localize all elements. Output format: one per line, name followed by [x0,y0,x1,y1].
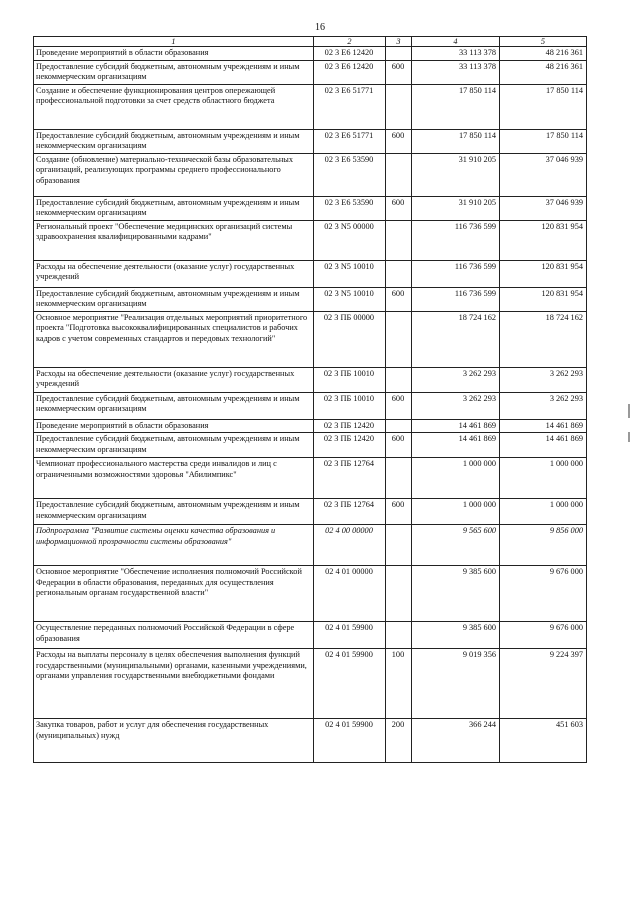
row-value-year-1: 9 019 356 [412,649,500,719]
column-number: 3 [386,37,412,47]
row-expense-type: 600 [386,499,412,525]
row-value-year-2: 9 676 000 [500,622,587,649]
row-name: Предоставление субсидий бюджетным, автономным учреждениям и иным некоммерческим организациям [34,433,314,458]
row-value-year-2: 120 831 954 [500,220,587,260]
table-row [34,719,587,763]
row-name: Проведение мероприятий в области образования [34,419,314,433]
row-code: 02 4 01 59900 [314,719,386,763]
table-row [34,649,587,719]
row-value-year-2: 37 046 939 [500,153,587,196]
column-number: 4 [412,37,500,47]
row-expense-type [386,311,412,367]
row-value-year-1: 18 724 162 [412,311,500,367]
table-row [34,60,587,84]
row-value-year-1: 31 910 205 [412,196,500,220]
budget-table [33,36,587,763]
row-code: 02 3 E6 12420 [314,60,386,84]
row-code: 02 4 01 59900 [314,649,386,719]
row-code: 02 3 ПБ 10010 [314,392,386,419]
table-row [34,84,587,129]
row-value-year-1: 14 461 869 [412,419,500,433]
row-expense-type [386,419,412,433]
table-row [34,566,587,622]
row-expense-type: 600 [386,196,412,220]
table-row [34,47,587,61]
row-code: 02 3 ПБ 12420 [314,433,386,458]
row-name: Создание (обновление) материально-технической базы образовательных организаций, реализующих программы среднего профессионального образования [34,153,314,196]
row-value-year-1: 14 461 869 [412,433,500,458]
row-value-year-2: 18 724 162 [500,311,587,367]
row-value-year-1: 3 262 293 [412,392,500,419]
table-row [34,260,587,287]
row-expense-type: 600 [386,60,412,84]
row-code: 02 4 01 59900 [314,622,386,649]
row-code: 02 4 01 00000 [314,566,386,622]
row-value-year-1: 366 244 [412,719,500,763]
row-value-year-2: 120 831 954 [500,287,587,311]
row-code: 02 3 ПБ 10010 [314,367,386,392]
table-row [34,129,587,153]
table-row [34,287,587,311]
row-value-year-2: 451 603 [500,719,587,763]
row-value-year-1: 116 736 599 [412,220,500,260]
row-value-year-2: 48 216 361 [500,47,587,61]
row-code: 02 3 E6 51771 [314,84,386,129]
row-name: Чемпионат профессионального мастерства среди инвалидов и лиц с ограниченными возможностями здоровья "Абилимпикс" [34,458,314,499]
table-row [34,433,587,458]
row-code: 02 3 N5 10010 [314,287,386,311]
row-name: Основное мероприятие "Реализация отдельных мероприятий приоритетного проекта "Подготовка высококвалифицированных специалистов и рабочих кадров с учетом современных стандартов и передовых технологий" [34,311,314,367]
row-name: Подпрограмма "Развитие системы оценки качества образования и информационной прозрачности системы образования" [34,525,314,566]
row-code: 02 3 E6 12420 [314,47,386,61]
row-value-year-2: 48 216 361 [500,60,587,84]
table-row [34,196,587,220]
row-value-year-1: 1 000 000 [412,499,500,525]
row-expense-type: 200 [386,719,412,763]
row-name: Основное мероприятие "Обеспечение исполнения полномочий Российской Федерации в области образования, переданных для осуществления региональным органам государственной власти" [34,566,314,622]
row-value-year-2: 120 831 954 [500,260,587,287]
row-value-year-2: 17 850 114 [500,129,587,153]
column-number-row [34,37,587,47]
row-value-year-1: 9 565 600 [412,525,500,566]
column-number: 1 [34,37,314,47]
column-number: 5 [500,37,587,47]
row-expense-type: 600 [386,433,412,458]
row-value-year-2: 9 856 000 [500,525,587,566]
table-row [34,153,587,196]
row-expense-type [386,622,412,649]
row-name: Предоставление субсидий бюджетным, автономным учреждениям и иным некоммерческим организациям [34,196,314,220]
row-name: Расходы на обеспечение деятельности (оказание услуг) государственных учреждений [34,367,314,392]
row-name: Расходы на обеспечение деятельности (оказание услуг) государственных учреждений [34,260,314,287]
page-number: 16 [315,22,325,33]
row-name: Расходы на выплаты персоналу в целях обеспечения выполнения функций государственными (муниципальными) органами, казенными учреждениями, органами управления государственными внебюджетными фондами [34,649,314,719]
row-expense-type: 600 [386,287,412,311]
row-name: Предоставление субсидий бюджетным, автономным учреждениям и иным некоммерческим организациям [34,392,314,419]
table-row [34,419,587,433]
row-name: Предоставление субсидий бюджетным, автономным учреждениям и иным некоммерческим организациям [34,60,314,84]
row-value-year-1: 33 113 378 [412,60,500,84]
row-name: Создание и обеспечение функционирования центров опережающей профессиональной подготовки за счет средств областного бюджета [34,84,314,129]
row-value-year-1: 1 000 000 [412,458,500,499]
table-row [34,525,587,566]
row-code: 02 3 ПБ 12764 [314,499,386,525]
row-code: 02 3 ПБ 00000 [314,311,386,367]
row-name: Предоставление субсидий бюджетным, автономным учреждениям и иным некоммерческим организациям [34,287,314,311]
row-expense-type [386,367,412,392]
row-expense-type: 100 [386,649,412,719]
row-name: Закупка товаров, работ и услуг для обеспечения государственных (муниципальных) нужд [34,719,314,763]
row-code: 02 3 N5 10010 [314,260,386,287]
row-code: 02 3 ПБ 12764 [314,458,386,499]
row-name: Проведение мероприятий в области образования [34,47,314,61]
row-name: Предоставление субсидий бюджетным, автономным учреждениям и иным некоммерческим организациям [34,129,314,153]
row-code: 02 4 00 00000 [314,525,386,566]
row-value-year-1: 116 736 599 [412,287,500,311]
row-expense-type [386,525,412,566]
row-value-year-2: 9 676 000 [500,566,587,622]
table-row [34,622,587,649]
table-row [34,499,587,525]
row-value-year-1: 31 910 205 [412,153,500,196]
row-value-year-2: 3 262 293 [500,367,587,392]
row-expense-type: 600 [386,392,412,419]
row-code: 02 3 E6 51771 [314,129,386,153]
row-code: 02 3 N5 00000 [314,220,386,260]
row-code: 02 3 ПБ 12420 [314,419,386,433]
table-row [34,392,587,419]
row-value-year-1: 33 113 378 [412,47,500,61]
row-value-year-1: 3 262 293 [412,367,500,392]
row-value-year-1: 9 385 600 [412,566,500,622]
row-value-year-2: 17 850 114 [500,84,587,129]
table-row [34,367,587,392]
row-value-year-2: 9 224 397 [500,649,587,719]
row-expense-type [386,458,412,499]
row-value-year-1: 17 850 114 [412,84,500,129]
row-code: 02 3 E6 53590 [314,196,386,220]
row-value-year-2: 14 461 869 [500,419,587,433]
column-number: 2 [314,37,386,47]
row-value-year-2: 14 461 869 [500,433,587,458]
scan-edge-mark [628,432,630,442]
row-value-year-1: 9 385 600 [412,622,500,649]
row-expense-type [386,566,412,622]
row-value-year-2: 1 000 000 [500,499,587,525]
row-name: Осуществление переданных полномочий Российской Федерации в сфере образования [34,622,314,649]
row-expense-type: 600 [386,129,412,153]
row-value-year-1: 17 850 114 [412,129,500,153]
row-name: Предоставление субсидий бюджетным, автономным учреждениям и иным некоммерческим организациям [34,499,314,525]
table-row [34,311,587,367]
row-expense-type [386,260,412,287]
row-expense-type [386,47,412,61]
row-expense-type [386,153,412,196]
row-value-year-2: 37 046 939 [500,196,587,220]
row-expense-type [386,84,412,129]
row-code: 02 3 E6 53590 [314,153,386,196]
row-value-year-2: 3 262 293 [500,392,587,419]
table-row [34,220,587,260]
scan-edge-mark [628,404,630,418]
row-value-year-1: 116 736 599 [412,260,500,287]
row-expense-type [386,220,412,260]
row-name: Региональный проект "Обеспечение медицинских организаций системы здравоохранения квалифицированными кадрами" [34,220,314,260]
table-row [34,458,587,499]
row-value-year-2: 1 000 000 [500,458,587,499]
